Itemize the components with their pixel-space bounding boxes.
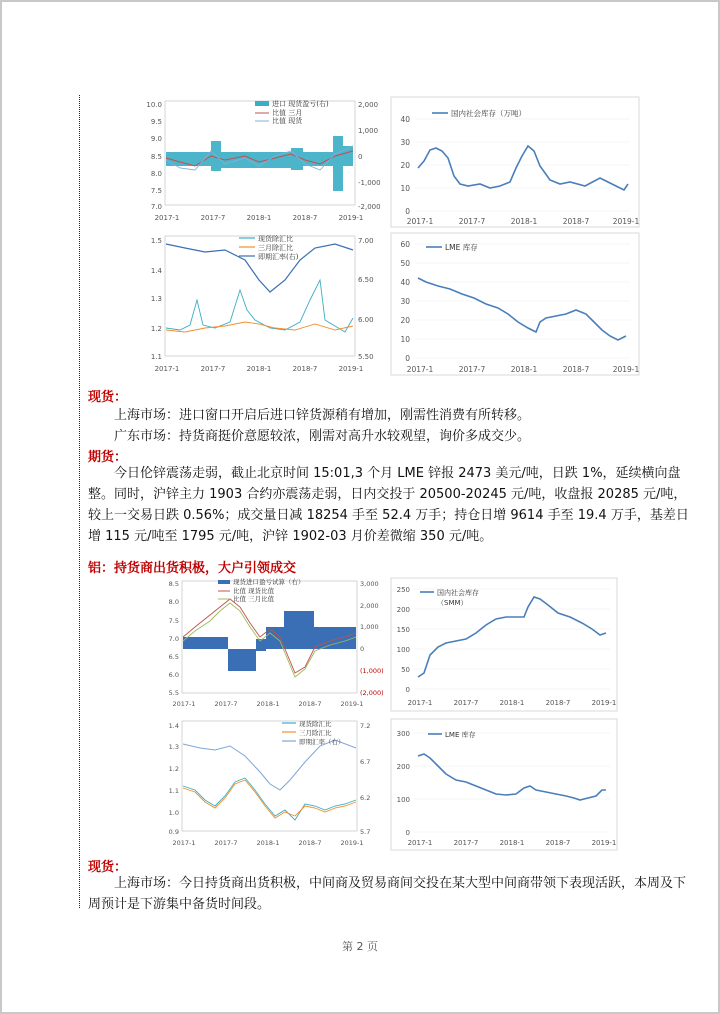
ytick: 40 [400, 115, 410, 124]
ytick-right: 3,000 [360, 580, 379, 588]
ytick-right: 6.50 [358, 276, 374, 284]
ytick: 9.0 [150, 135, 162, 143]
xtick: 2018-7 [545, 839, 571, 847]
ytick: 60 [400, 240, 410, 249]
xtick: 2017-7 [214, 839, 238, 847]
xtick: 2018-7 [562, 217, 590, 226]
margin-dotted-line [79, 95, 80, 908]
ytick: 1.1 [168, 787, 179, 795]
xtick: 2017-1 [172, 839, 196, 847]
legend-label: 比值 三月比值 [233, 595, 275, 603]
zinc-spot-guangdong: 广东市场：持货商挺价意愿较浓，刚需对高升水较观望，询价多成交少。 [114, 429, 531, 444]
legend-label: （SMM） [437, 599, 468, 607]
ytick: 0 [405, 686, 410, 694]
zinc-exchange-ratio-chart [135, 230, 385, 376]
zinc-futures-heading: 期货： [88, 450, 128, 465]
xtick: 2017-1 [154, 214, 180, 222]
ytick: 5.5 [168, 689, 179, 697]
legend-label: 进口 现货盈亏(右) [272, 100, 329, 108]
legend-label: 比值 三月 [272, 109, 303, 117]
ytick: 7.0 [150, 203, 162, 211]
ytick: 8.5 [150, 153, 162, 161]
xtick: 2017-1 [154, 365, 180, 373]
legend-label: 即期汇率(右) [258, 253, 299, 261]
ytick: 7.0 [168, 635, 179, 643]
xtick: 2018-1 [256, 700, 280, 708]
ytick: 7.5 [150, 187, 162, 195]
zinc-spot-heading: 现货： [88, 390, 128, 405]
ytick: 200 [396, 606, 410, 614]
ytick: 250 [396, 586, 410, 594]
ytick: 50 [401, 666, 410, 674]
zinc-spot-shanghai: 上海市场：进口窗口开启后进口锌货源稍有增加，刚需性消费有所转移。 [114, 408, 531, 423]
xtick: 2019-1 [591, 839, 617, 847]
ytick: 1.2 [150, 325, 162, 333]
xtick: 2017-7 [458, 365, 486, 374]
xtick: 2019-1 [612, 365, 640, 374]
ytick: 1.3 [168, 743, 179, 751]
aluminum-ratio-profit-chart [160, 577, 385, 712]
ytick-right: (1,000) [360, 667, 384, 675]
ytick: 40 [400, 278, 410, 287]
ytick: 8.0 [150, 170, 162, 178]
xtick: 2017-7 [200, 214, 226, 222]
legend-label: 国内社会库存 [437, 589, 479, 597]
xtick: 2017-7 [453, 839, 479, 847]
xtick: 2017-1 [406, 217, 434, 226]
ytick: 1.1 [150, 353, 162, 361]
page-number: 第 2 页 [342, 940, 378, 953]
legend-label: 比值 现货 [272, 117, 303, 125]
ytick: 7.5 [168, 617, 179, 625]
ytick-right: 2,000 [358, 101, 379, 109]
ytick: 8.5 [168, 580, 179, 588]
zinc-lme-inventory-chart [390, 232, 640, 376]
ytick: 10 [400, 184, 410, 193]
xtick: 2018-1 [510, 217, 538, 226]
xtick: 2018-7 [292, 365, 318, 373]
ytick: 10 [400, 335, 410, 344]
xtick: 2018-1 [246, 365, 272, 373]
ytick: 1.4 [150, 267, 162, 275]
xtick: 2017-7 [458, 217, 486, 226]
ytick-right: 6.2 [360, 794, 371, 802]
xtick: 2019-1 [591, 699, 617, 707]
legend-label: LME 库存 [445, 731, 476, 739]
ytick-right: (2,000) [360, 689, 384, 697]
ytick-right: -2,000 [358, 203, 381, 211]
ytick: 150 [396, 626, 410, 634]
ytick: 0 [405, 354, 410, 363]
aluminum-spot-shanghai: 上海市场：今日持货商出货积极，中间商及贸易商间交投在某大型中间商带领下表现活跃，本周及下周预计是下游集中备货时间段。 [88, 876, 687, 912]
xtick: 2019-1 [338, 365, 364, 373]
ytick: 30 [400, 297, 410, 306]
ytick: 0 [405, 829, 410, 837]
ytick-right: -1,000 [358, 179, 381, 187]
xtick: 2018-7 [292, 214, 318, 222]
ytick: 1.2 [168, 765, 179, 773]
legend-label: 三月除汇比 [258, 244, 293, 252]
ytick: 6.0 [168, 671, 179, 679]
ytick: 200 [396, 763, 410, 771]
legend-label: 即期汇率（右） [299, 738, 345, 746]
ytick-right: 1,000 [358, 127, 379, 135]
ytick-right: 2,000 [360, 602, 379, 610]
xtick: 2018-1 [246, 214, 272, 222]
xtick: 2018-7 [545, 699, 571, 707]
xtick: 2018-1 [256, 839, 280, 847]
ytick-right: 0 [358, 153, 363, 161]
xtick: 2019-1 [340, 839, 364, 847]
xtick: 2017-1 [407, 839, 433, 847]
ytick: 1.4 [168, 722, 179, 730]
xtick: 2017-7 [453, 699, 479, 707]
ytick: 0.9 [168, 828, 179, 836]
ytick-right: 6.7 [360, 758, 371, 766]
legend-label: LME 库存 [445, 243, 478, 252]
ytick: 20 [400, 316, 410, 325]
legend-label: 三月除汇比 [299, 729, 332, 737]
zinc-ratio-profit-chart [135, 96, 385, 224]
legend-label: 现货进口盈亏试算（右） [233, 578, 305, 586]
zinc-futures-text: 今日伦锌震荡走弱，截止北京时间 15:01,3 个月 LME 锌报 2473 美元/吨，日跌 1%，延续横向盘整。同时，沪锌主力 1903 合约亦震荡走弱，日内交投于 20500-20245 元/吨，收盘报 20285 元/吨，较上一交易日跌 0.56%；成交量日减 18254 手至 52.4 万手；持仓日增 9614 手至 19.4 万手，基差日增 115 元/吨至 1795 元/吨，沪锌 1902-03 月价差微缩 350 元/吨。 [88, 466, 689, 544]
aluminum-exchange-ratio-chart [160, 716, 385, 851]
ytick: 1.3 [150, 295, 162, 303]
legend-label: 现货除汇比 [299, 720, 332, 728]
xtick: 2018-7 [562, 365, 590, 374]
aluminum-spot-heading: 现货： [88, 860, 128, 875]
ytick: 100 [396, 796, 410, 804]
xtick: 2019-1 [338, 214, 364, 222]
ytick-right: 7.2 [360, 722, 371, 730]
ytick: 9.5 [150, 118, 162, 126]
aluminum-lme-inventory-chart [390, 718, 618, 851]
xtick: 2018-7 [298, 700, 322, 708]
xtick: 2017-1 [406, 365, 434, 374]
legend-label: 现货除汇比 [258, 235, 293, 243]
ytick-right: 1,000 [360, 623, 379, 631]
xtick: 2017-7 [214, 700, 238, 708]
xtick: 2019-1 [612, 217, 640, 226]
ytick: 30 [400, 138, 410, 147]
ytick: 6.5 [168, 653, 179, 661]
zinc-domestic-inventory-chart [390, 96, 640, 228]
ytick: 300 [396, 730, 410, 738]
xtick: 2018-1 [499, 699, 525, 707]
aluminum-domestic-inventory-chart [390, 577, 618, 712]
legend-label: 国内社会库存（万吨） [451, 109, 526, 118]
xtick: 2017-7 [200, 365, 226, 373]
xtick: 2017-1 [407, 699, 433, 707]
ytick-right: 5.50 [358, 353, 374, 361]
legend-label: 比值 现货比值 [233, 587, 275, 595]
ytick-right: 7.00 [358, 237, 374, 245]
ytick: 20 [400, 161, 410, 170]
ytick: 50 [400, 259, 410, 268]
ytick: 10.0 [146, 101, 162, 109]
xtick: 2017-1 [172, 700, 196, 708]
xtick: 2018-1 [510, 365, 538, 374]
ytick: 1.0 [168, 809, 179, 817]
ytick: 1.5 [150, 237, 162, 245]
ytick: 8.0 [168, 598, 179, 606]
aluminum-section-heading: 铝：持货商出货积极，大户引领成交 [88, 561, 297, 576]
ytick-right: 5.7 [360, 828, 371, 836]
ytick-right: 6.00 [358, 316, 374, 324]
ytick: 100 [396, 646, 410, 654]
xtick: 2018-1 [499, 839, 525, 847]
ytick-right: 0 [360, 645, 365, 653]
xtick: 2019-1 [340, 700, 364, 708]
xtick: 2018-7 [298, 839, 322, 847]
ytick: 0 [405, 207, 410, 216]
